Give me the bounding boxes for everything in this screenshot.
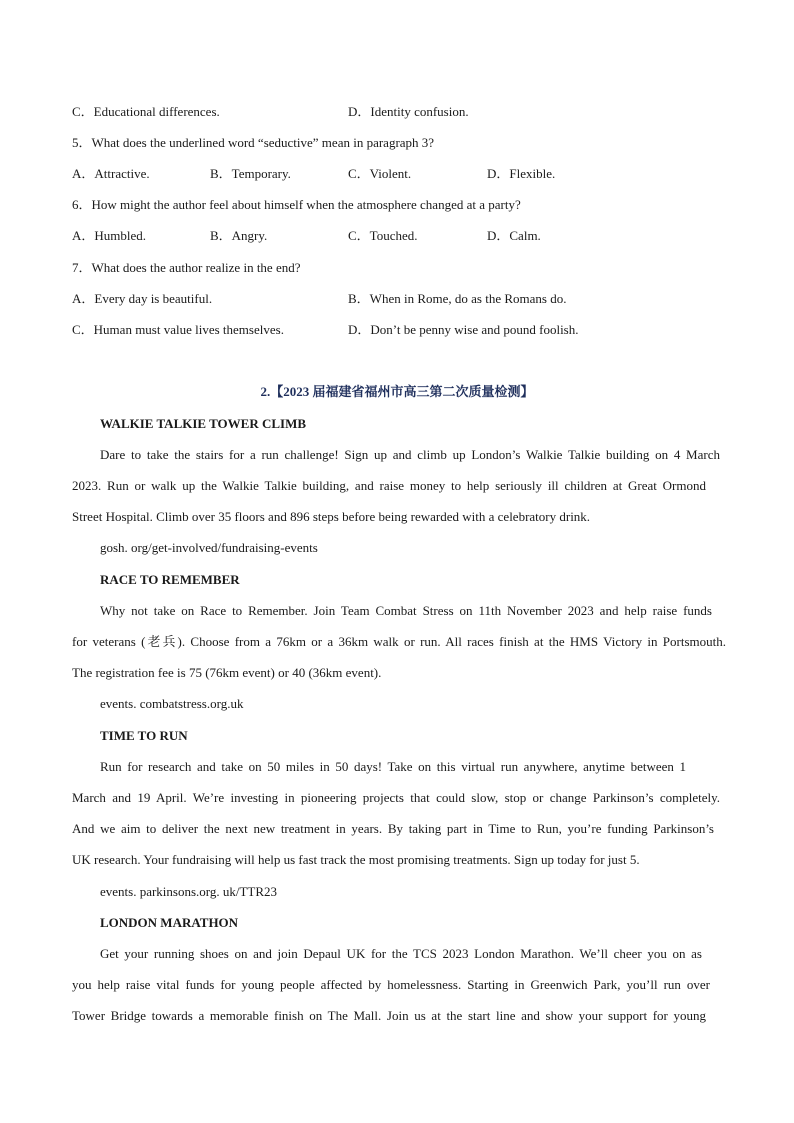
marathon-heading: LONDON MARATHON [100, 915, 239, 930]
walkie-heading: WALKIE TALKIE TOWER CLIMB [100, 416, 307, 431]
q7-option-b: B．When in Rome, do as the Romans do. [348, 291, 567, 306]
q6-option-b: B．Angry. [210, 228, 268, 243]
race-line-3: The registration fee is 75 (76km event) or 40 (36km event). [72, 665, 382, 680]
marathon-line-2: you help raise vital funds for young people affected by homelessness. Starting in Greenwich Park, you’ll run over [72, 977, 710, 992]
q6-option-d: D．Calm. [487, 228, 541, 243]
time-line-2: March and 19 April. We’re investing in pioneering projects that could slow, stop or change Parkinson’s completely. [72, 790, 720, 805]
q6-option-a: A．Humbled. [72, 228, 147, 243]
q7-stem: 7．What does the author realize in the end? [72, 260, 301, 275]
q4-option-d: D．Identity confusion. [348, 104, 469, 119]
q7-option-d: D．Don’t be penny wise and pound foolish. [348, 322, 579, 337]
time-heading: TIME TO RUN [100, 728, 188, 743]
marathon-line-3: Tower Bridge towards a memorable finish on The Mall. Join us at the start line and show your support for young [72, 1008, 706, 1023]
walkie-line-2: 2023. Run or walk up the Walkie Talkie building, and raise money to help seriously ill children at Great Ormond [72, 478, 706, 493]
q5-option-d: D．Flexible. [487, 166, 556, 181]
section-title: 2.【2023 届福建省福州市高三第二次质量检测】 [260, 384, 534, 399]
time-line-1: Run for research and take on 50 miles in 50 days! Take on this virtual run anywhere, anytime between 1 [100, 759, 686, 774]
q5-option-b: B．Temporary. [210, 166, 291, 181]
time-link: events. parkinsons.org. uk/TTR23 [100, 884, 278, 899]
time-line-3: And we aim to deliver the next new treatment in years. By taking part in Time to Run, you’re funding Parkinson’s [72, 821, 714, 836]
walkie-line-1: Dare to take the stairs for a run challenge! Sign up and climb up London’s Walkie Talkie building on 4 March [100, 447, 720, 462]
q7-option-c: C．Human must value lives themselves. [72, 322, 284, 337]
race-line-2: for veterans (老兵). Choose from a 76km or a 36km walk or run. All races finish at the HMS Victory in Portsmouth. [72, 634, 726, 649]
race-heading: RACE TO REMEMBER [100, 572, 240, 587]
q4-option-c: C．Educational differences. [72, 104, 220, 119]
walkie-line-3: Street Hospital. Climb over 35 floors and 896 steps before being rewarded with a celebratory drink. [72, 509, 591, 524]
time-line-4: UK research. Your fundraising will help us fast track the most promising treatments. Sign up today for just 5. [72, 852, 640, 867]
q5-stem: 5．What does the underlined word “seductive” mean in paragraph 3? [72, 135, 435, 150]
walkie-link: gosh. org/get-involved/fundraising-events [100, 540, 318, 555]
q6-stem: 6．How might the author feel about himself when the atmosphere changed at a party? [72, 197, 521, 212]
q5-option-c: C．Violent. [348, 166, 412, 181]
q7-option-a: A．Every day is beautiful. [72, 291, 213, 306]
q5-option-a: A．Attractive. [72, 166, 150, 181]
race-line-1: Why not take on Race to Remember. Join Team Combat Stress on 11th November 2023 and help raise funds [100, 603, 712, 618]
q6-option-c: C．Touched. [348, 228, 418, 243]
marathon-line-1: Get your running shoes on and join Depaul UK for the TCS 2023 London Marathon. We’ll cheer you on as [100, 946, 702, 961]
race-link: events. combatstress.org.uk [100, 696, 244, 711]
